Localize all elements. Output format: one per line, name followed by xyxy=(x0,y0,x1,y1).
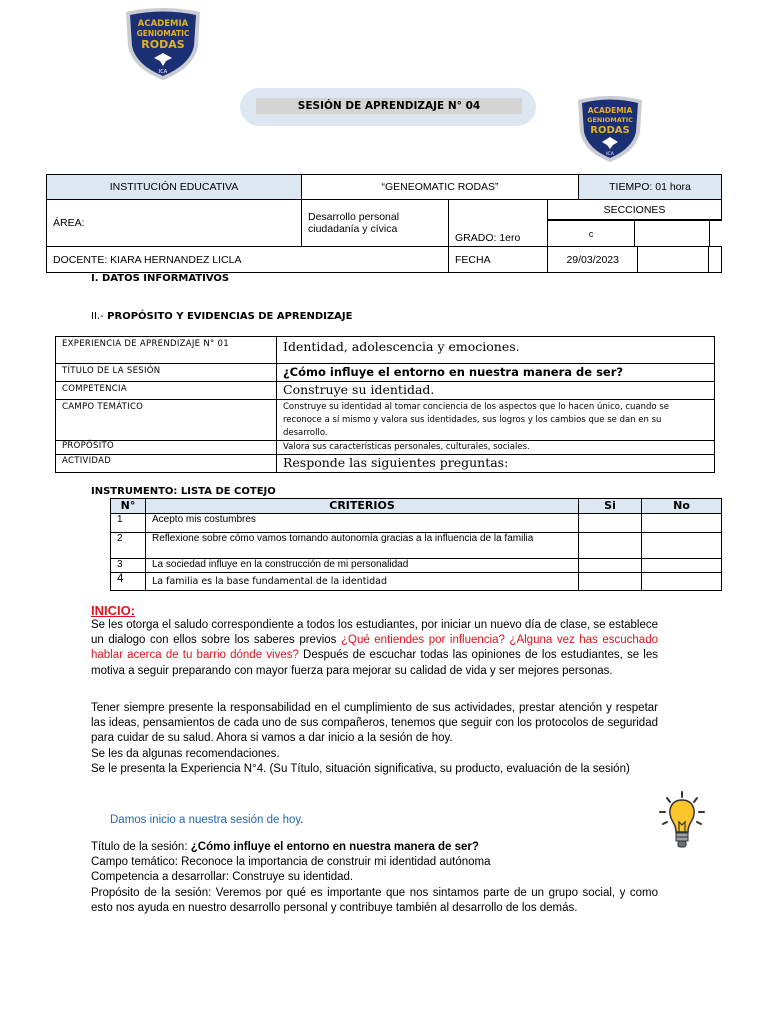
row-criterio: Reflexione sobre cómo vamos tomando autonomía gracias a la influencia de la familia xyxy=(146,533,579,559)
damos-inicio-line xyxy=(110,814,303,826)
inicio-p1a: Se les otorga el saludo correspondiente a todos los estudiantes, por iniciar un nuevo día de clase, se establece un dialogo con ellos sobre los saberes previos xyxy=(91,619,658,647)
competencia-value: Construye su identidad. xyxy=(277,382,715,400)
row-n: 2 xyxy=(111,533,146,559)
campo-value: Construye su identidad al tomar conciencia de los aspectos que lo hacen único, cuando se reconoce a sí mismo y valora sus identidades, sus logros y los cambios que se dan en su desarrollo. xyxy=(277,400,715,441)
inicio-p1b: Después de escuchar todas las opiniones de los estudiantes, se les motiva a seguir preparando con mayor fuerza para mejorar su calidad de vida y ser mejores personas. xyxy=(91,649,658,677)
row-si[interactable] xyxy=(579,573,642,591)
actividad-value: Responde las siguientes preguntas: xyxy=(277,455,715,473)
exp-value: Identidad, adolescencia y emociones. xyxy=(277,337,715,364)
row-n: 4 xyxy=(111,573,146,591)
col-si: Si xyxy=(579,499,642,514)
secciones-cells xyxy=(548,220,722,247)
exp-label: EXPERIENCIA DE APRENDIZAJE N° 01 xyxy=(56,337,277,364)
seccion-empty-2 xyxy=(709,221,722,247)
footer-proposito: Propósito de la sesión: Veremos por qué es importante que nos sintamos parte de un grupo social, y como esto nos ayuda en nuestro desarrollo personal y contribuye también al desarrollo de los demás. xyxy=(91,886,658,914)
section-proposito-num: II.- xyxy=(91,311,104,322)
col-no: No xyxy=(642,499,722,514)
col-n: N° xyxy=(111,499,146,514)
row-n: 3 xyxy=(111,559,146,573)
area-label: ÁREA: xyxy=(47,200,302,247)
table-row xyxy=(111,559,722,573)
svg-text:ACADEMIA: ACADEMIA xyxy=(587,106,633,115)
fecha-empty-2 xyxy=(709,247,722,272)
row-no[interactable] xyxy=(642,573,722,591)
svg-text:ACADEMIA: ACADEMIA xyxy=(137,19,189,29)
docente: DOCENTE: KIARA HERNANDEZ LICLA xyxy=(47,247,449,273)
damos-inicio-text: Damos inicio a nuestra sesión de hoy xyxy=(110,814,301,826)
fecha-label: FECHA xyxy=(449,247,548,273)
table-row xyxy=(111,573,722,591)
row-criterio: La familia es la base fundamental de la identidad xyxy=(146,573,579,591)
proposito-label: PROPÓSITO xyxy=(56,441,277,455)
fecha-empty-1 xyxy=(638,247,709,272)
svg-text:ICA: ICA xyxy=(606,152,614,157)
inicio-paragraph-1 xyxy=(91,618,658,679)
footer-titulo-label: Título de la sesión: xyxy=(91,841,191,853)
inicio-p3: Se les da algunas recomendaciones. xyxy=(91,747,280,760)
instrumento-heading: INSTRUMENTO: LISTA DE COTEJO xyxy=(91,486,276,497)
row-no[interactable] xyxy=(642,533,722,559)
section-proposito-text: PROPÓSITO Y EVIDENCIAS DE APRENDIZAJE xyxy=(103,311,353,322)
checklist-table xyxy=(110,498,722,591)
session-title: SESIÓN DE APRENDIZAJE N° 04 xyxy=(256,98,522,114)
header-table xyxy=(46,174,722,273)
inicio-p4: Se le presenta la Experiencia N°4. (Su Título, situación significativa, su producto, evaluación de la sesión) xyxy=(91,762,630,775)
titulo-value: ¿Cómo influye el entorno en nuestra manera de ser? xyxy=(277,364,715,382)
row-n: 1 xyxy=(111,514,146,533)
section-datos-informativos: I. DATOS INFORMATIVOS xyxy=(91,273,230,284)
inicio-p1-questions: ¿Qué entiendes por influencia? ¿Alguna vez has escuchado hablar acerca de tu barrio dónde vives? xyxy=(91,634,658,662)
competencia-label: COMPETENCIA xyxy=(56,382,277,400)
academy-logo-top xyxy=(122,6,204,82)
footer-competencia: Competencia a desarrollar: Construye su identidad. xyxy=(91,871,354,884)
seccion-empty-1 xyxy=(635,221,709,247)
institucion-label: INSTITUCIÓN EDUCATIVA xyxy=(47,175,302,200)
footer-block xyxy=(91,840,658,916)
section-proposito xyxy=(91,311,352,322)
damos-inicio-period: . xyxy=(300,814,304,826)
fecha-value: 29/03/2023 xyxy=(548,247,638,272)
session-title-box xyxy=(240,88,536,126)
seccion-c: c xyxy=(548,221,635,247)
actividad-label: ACTIVIDAD xyxy=(56,455,277,473)
academy-logo-right xyxy=(574,94,646,164)
campo-label: CAMPO TEMÁTICO xyxy=(56,400,277,441)
svg-text:ICA: ICA xyxy=(158,69,168,75)
svg-text:RODAS: RODAS xyxy=(141,38,185,51)
inicio-p2: Tener siempre presente la responsabilidad en el cumplimiento de sus actividades, prestar atención y respetar las ideas, pensamientos de cada uno de sus compañeros, tenemos que seguir con los protocolos de seguridad para cuidar de su salud. Ahora si vamos a dar inicio a la sesión de hoy. xyxy=(91,702,658,745)
svg-text:GENIOMATIC: GENIOMATIC xyxy=(136,29,190,38)
footer-campo: Campo temático: Reconoce la importancia de construir mi identidad autónoma xyxy=(91,856,491,869)
row-si[interactable] xyxy=(579,514,642,533)
table-row xyxy=(111,533,722,559)
lightbulb-icon xyxy=(657,790,707,852)
inicio-paragraph-2 xyxy=(91,701,658,777)
experience-table xyxy=(55,336,715,473)
row-criterio: Acepto mis costumbres xyxy=(146,514,579,533)
row-si[interactable] xyxy=(579,559,642,573)
row-no[interactable] xyxy=(642,514,722,533)
row-si[interactable] xyxy=(579,533,642,559)
col-criterios: CRITERIOS xyxy=(146,499,579,514)
row-no[interactable] xyxy=(642,559,722,573)
proposito-value: Valora sus características personales, culturales, sociales. xyxy=(277,441,715,455)
svg-text:GENIOMATIC: GENIOMATIC xyxy=(587,116,633,124)
footer-titulo xyxy=(91,840,658,855)
fecha-cells xyxy=(548,247,722,273)
inicio-heading: INICIO: xyxy=(91,603,136,618)
grado: GRADO: 1ero xyxy=(449,200,548,247)
institucion-value: “GENEOMATIC RODAS” xyxy=(302,175,579,200)
footer-titulo-value: ¿Cómo influye el entorno en nuestra manera de ser? xyxy=(190,841,479,853)
table-row xyxy=(111,514,722,533)
secciones: SECCIONES xyxy=(548,200,722,220)
svg-text:RODAS: RODAS xyxy=(590,125,630,136)
tiempo: TIEMPO: 01 hora xyxy=(579,175,722,200)
row-criterio: La sociedad influye en la construcción de mi personalidad xyxy=(146,559,579,573)
area-value: Desarrollo personal ciudadanía y cívica xyxy=(302,200,449,247)
titulo-label: TÍTULO DE LA SESIÓN xyxy=(56,364,277,382)
